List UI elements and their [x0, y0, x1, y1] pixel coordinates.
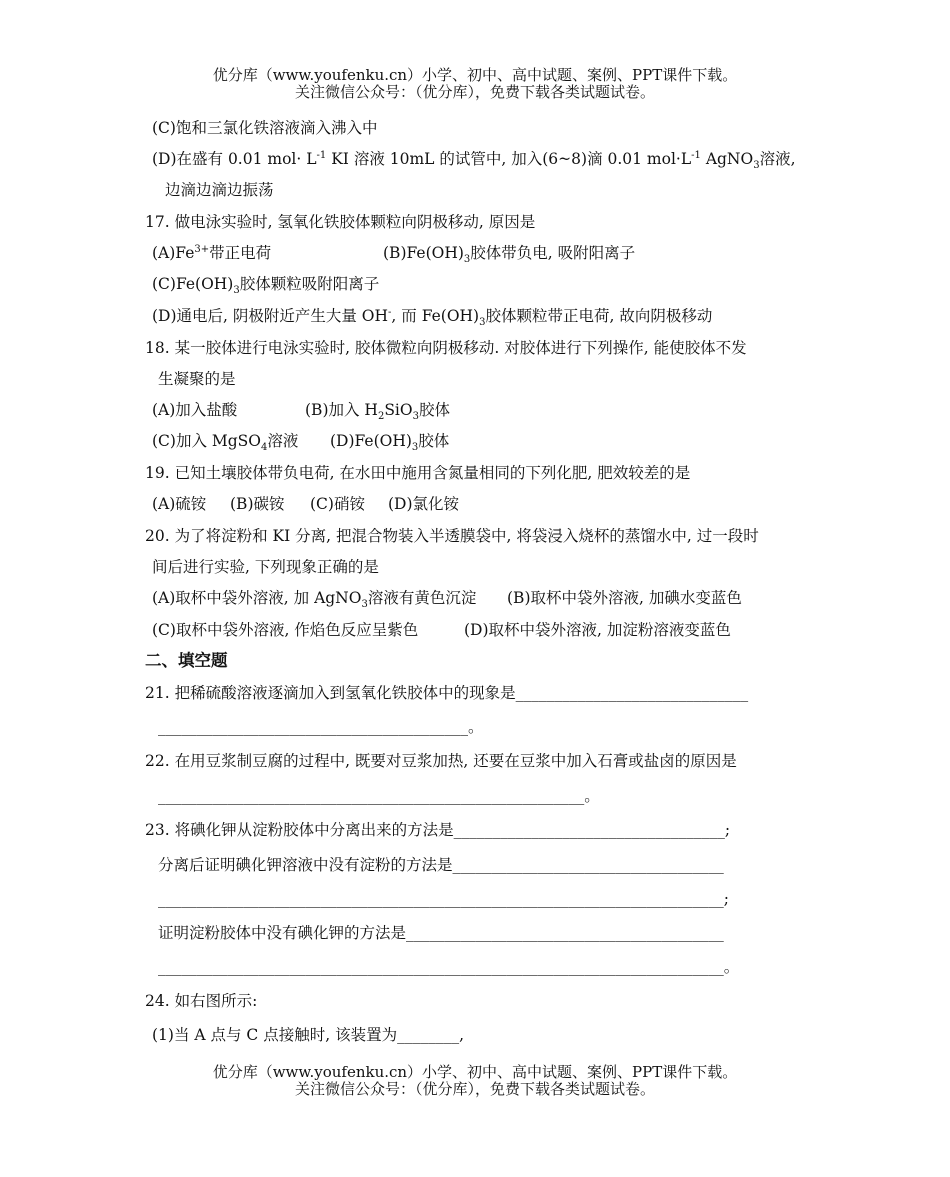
- q17-stem: 17. 做电泳实验时, 氢氧化铁胶体颗粒向阴极移动, 原因是: [145, 213, 536, 231]
- q21-line-1: 21. 把稀硫酸溶液逐滴加入到氢氧化铁胶体中的现象是______________________________: [145, 684, 749, 702]
- q20-option-a: (A)取杯中袋外溶液, 加 AgNO$_3$溶液有黄色沉淀: [152, 589, 477, 611]
- q17-option-c: $(C)Fe(OH)_3$胶体颗粒吸附阳离子: [152, 275, 380, 297]
- q16-option-d-continued: 边滴边滴边振荡: [165, 181, 274, 199]
- q22-line-1: 22. 在用豆浆制豆腐的过程中, 既要对豆浆加热, 还要在豆浆中加入石膏或盐卤的原因是: [145, 752, 737, 770]
- q23-line-1: 23. 将碘化钾从淀粉胶体中分离出来的方法是___________________________________;: [145, 821, 731, 839]
- footer-line-1: 优分库（www.youfenku.cn）小学、初中、高中试题、案例、PPT课件下载。: [212, 1063, 738, 1081]
- q20-option-d: (D)取杯中袋外溶液, 加淀粉溶液变蓝色: [464, 621, 731, 639]
- q16-option-d: (D)在盛有 0.01 $mol\cdot L^{-1}$ KI 溶液 10mL 的试管中, 加入(6~8)滴 0.01 $mol\cdot L^{-1}$ AgNO$_3$溶液,: [152, 149, 796, 172]
- q19-stem: 19. 已知土壤胶体带负电荷, 在水田中施用含氮量相同的下列化肥, 肥效较差的是: [145, 464, 691, 482]
- q22-line-2: _______________________________________________________。: [158, 787, 600, 805]
- q17-option-b: $(B)Fe(OH)_3$胶体带负电, 吸附阳离子: [383, 244, 636, 266]
- q18-option-d: $(D)Fe(OH)_3$胶体: [330, 432, 450, 454]
- q20-option-b: (B)取杯中袋外溶液, 加碘水变蓝色: [507, 589, 742, 607]
- q17-option-a: $(A)Fe^{3+}$带正电荷: [152, 243, 272, 262]
- section-heading-fill-in: 二、填空题: [145, 651, 228, 670]
- page-footer: [0, 1064, 950, 1098]
- q23-line-2: 分离后证明碘化钾溶液中没有淀粉的方法是___________________________________: [158, 856, 724, 874]
- page-header: [0, 67, 950, 101]
- q24-stem: 24. 如右图所示:: [145, 992, 258, 1010]
- q16-option-c: (C)饱和三氯化铁溶液滴入沸入中: [152, 119, 378, 137]
- q20-stem-continued: 间后进行实验, 下列现象正确的是: [152, 558, 379, 576]
- q24-part-1: (1)当 A 点与 C 点接触时, 该装置为________,: [152, 1026, 464, 1044]
- q23-line-5: _________________________________________________________________________。: [158, 958, 740, 976]
- q19-option-c: (C)硝铵: [310, 495, 365, 513]
- header-line-1: 优分库（www.youfenku.cn）小学、初中、高中试题、案例、PPT课件下载。: [212, 66, 738, 84]
- q23-line-4: 证明淀粉胶体中没有碘化钾的方法是_________________________________________: [158, 924, 724, 942]
- q19-option-d: (D)氯化铵: [388, 495, 460, 513]
- q18-stem-continued: 生凝聚的是: [158, 370, 236, 388]
- q18-stem: 18. 某一胶体进行电泳实验时, 胶体微粒向阴极移动. 对胶体进行下列操作, 能使胶体不发: [145, 339, 747, 357]
- q21-line-2: ________________________________________。: [158, 718, 484, 736]
- q20-stem: 20. 为了将淀粉和 KI 分离, 把混合物装入半透膜袋中, 将袋浸入烧杯的蒸馏水中, 过一段时: [145, 527, 759, 545]
- q23-line-3: _________________________________________________________________________;: [158, 890, 729, 908]
- q19-option-b: (B)碳铵: [230, 495, 285, 513]
- q19-option-a: (A)硫铵: [152, 495, 207, 513]
- footer-line-2: 关注微信公众号：（优分库），免费下载各类试题试卷。: [294, 1080, 655, 1098]
- q20-option-c: (C)取杯中袋外溶液, 作焰色反应呈紫色: [152, 621, 419, 639]
- q17-option-d: (D)通电后, 阴极附近产生大量 OH-, 而 $Fe(OH)_3$胶体颗粒带正电荷, 故向阴极移动: [152, 306, 713, 329]
- q18-option-b: (B)加入 $H_2SiO_3$胶体: [305, 401, 450, 423]
- q18-option-c: (C)加入 MgSO$_4$溶液: [152, 432, 299, 454]
- header-line-2: 关注微信公众号：（优分库），免费下载各类试题试卷。: [294, 83, 655, 101]
- q18-option-a: (A)加入盐酸: [152, 401, 238, 419]
